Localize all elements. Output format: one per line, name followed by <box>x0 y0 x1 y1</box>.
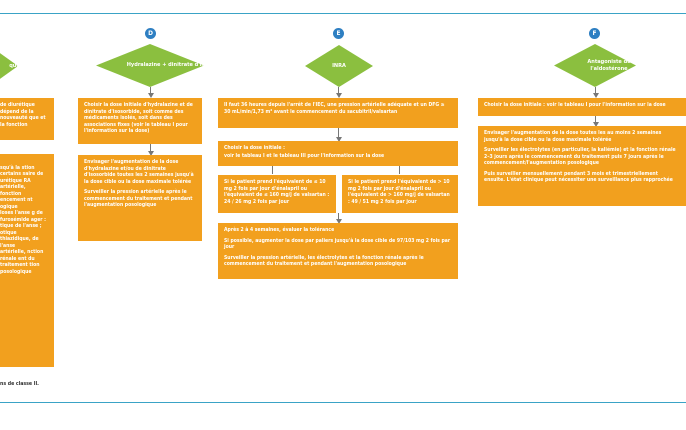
badge-d: D <box>145 28 156 39</box>
decision-diamond-f <box>554 44 636 87</box>
connector-e-split-right <box>399 166 400 174</box>
box-c-1: de diurétique dépend de la nouveauté que et la fonction <box>0 98 54 140</box>
connector-e-split-left <box>272 166 273 174</box>
diamond-label-c: ques <box>9 62 23 69</box>
decision-diamond-e <box>305 45 373 87</box>
diamond-label-d: Hydralazine + dinitrate d'isosorbide <box>126 62 230 69</box>
footnote: ns de classe II. <box>0 381 39 387</box>
box-e-right-option: Si le patient prend l'équivalent de > 10 mg 2 fois par jour d'énalapril ou l'équivalent de > 160 mg/j de valsartan : 49 / 51 mg 2 fois par jour <box>342 175 458 213</box>
box-f-1: Choisir la dose initiale : voir le tableau I pour l'information sur la dose <box>478 98 686 116</box>
diamond-label-f: Antagoniste de l'aldostérone <box>587 59 631 72</box>
top-rule <box>0 13 686 14</box>
bottom-rule <box>0 402 686 403</box>
box-d-1: Choisir la dose initiale d'hydralazine et de dinitrate d'isosorbide, soit comme des médicaments isolés, soit dans des associations fixes (voir le tableau I pour l'information sur la dose) <box>78 98 202 144</box>
decision-diamond-d <box>96 44 230 87</box>
box-c-2: squ'à la stion certains saire de urétique RA artérielle, fonction encement nt ogique loses l'anse g de furosémide ager : tique de l'anse ; otique thiazidique, de l'anse artérielle, nction rénale ent du traitement tion posologique <box>0 154 54 367</box>
decision-diamond-c <box>0 46 23 86</box>
diamond-label-e: INRA <box>332 62 346 69</box>
box-e-2: Choisir la dose initiale : voir le tableau I et le tableau III pour l'information sur la dose <box>218 141 458 166</box>
box-e-4: Après 2 à 4 semaines, évaluer la tolérance Si possible, augmenter la dose par paliers jusqu'à la dose cible de 97/103 mg 2 fois par jour Surveiller la pression artérielle, les électrolytes et la fonction rénale après le commencement du traitement et pendant l'augmentation posologique <box>218 223 458 279</box>
box-e-1: Il faut 36 heures depuis l'arrêt de l'IEC, une pression artérielle adéquate et un DFG ≥ 30 mL/min/1,73 m² avant le commencement du sacubitril/valsartan <box>218 98 458 128</box>
badge-f: F <box>589 28 600 39</box>
box-e-left-option: Si le patient prend l'équivalent de ≤ 10 mg 2 fois par jour d'énalapril ou l'équivalent de ≤ 160 mg/j de valsartan : 24 / 26 mg 2 fois par jour <box>218 175 336 213</box>
badge-e: E <box>333 28 344 39</box>
box-f-2: Envisager l'augmentation de la dose toutes les au moins 2 semaines jusqu'à la dose cible ou la dose maximale tolérée Surveiller les électrolytes (en particulier, la kaliémie) et la fonction rénale 2–3 jours après le commencement du traitement puis 7 jours après le commencement/l'augmentation posologique Puis surveiller mensuellement pendant 3 mois et trimestriellement ensuite. L'état clinique peut nécessiter une surveillance plus rapprochée <box>478 126 686 206</box>
box-d-2: Envisager l'augmentation de la dose d'hydralazine et/ou de dinitrate d'isosorbide toutes les 2 semaines jusqu'à la dose cible ou la dose maximale tolérée Surveiller la pression artérielle après le commencement du traitement et pendant l'augmentation posologique <box>78 155 202 241</box>
